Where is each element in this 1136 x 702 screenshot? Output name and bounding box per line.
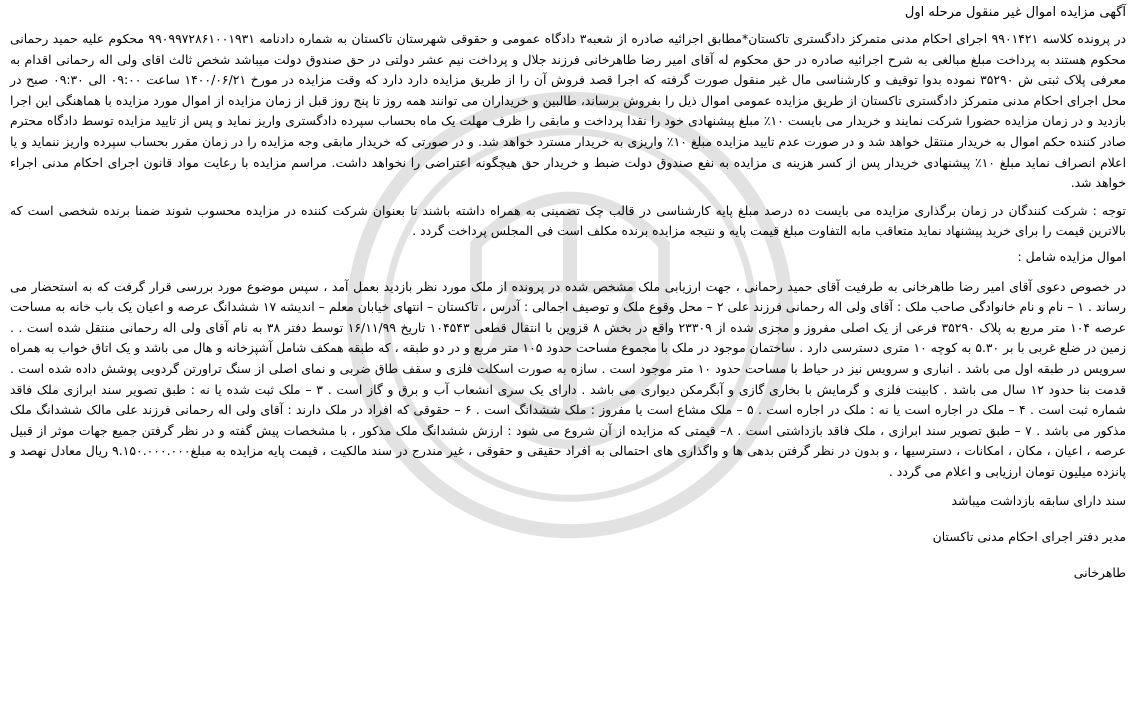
note-paragraph: توجه : شرکت کنندگان در زمان برگذاری مزایده می بایست ده درصد مبلغ پایه کارشناسی در قالب چک تضمینی به همراه داشته باشند تا بعنوان شرکت کننده در مزایده محسوب شوند ضمنا برنده شخصی است که بالاترین قیمت را برای خرید پیشنهاد نماید متعاقب مابه التفاوت مبلغ قیمت پایه و نتیجه مزایده برنده مکلف است فی المجلس پرداخت گردد . bbox=[10, 202, 1126, 239]
items-heading: اموال مزایده شامل : bbox=[1017, 248, 1126, 264]
signatory-office: مدیر دفتر اجرای احکام مدنی تاکستان bbox=[932, 529, 1126, 545]
notice-content bbox=[10, 4, 1126, 583]
seizure-record-line: سند دارای سابقه بازداشت میباشد bbox=[951, 493, 1126, 509]
items-paragraph: در خصوص دعوی آقای امیر رضا طاهرخانی به طرفیت آقای حمید رحمانی ، جهت ارزیابی ملک مشخص شده در پرونده از ملک مورد نظر بازدید بعمل آمد ، سپس موضوع مورد بررسی قرار گرفت که به استحضار می رساند . ۱ – نام و نام خانوادگی صاحب ملک : آقای ولی اله رحمانی فرزند علی ۲ – محل وقوع ملک و توصیف اجمالی : آدرس ، تاکستان – انتهای خیابان معلم – اندیشه ۱۷ ششدانگ عرصه و اعیان یک باب خانه به مساحت عرصه ۱۰۴ متر مربع به پلاک ۳۵۲۹۰ فرعی از یک اصلی مفروز و مجزی شده از ۲۳۳۰۹ واقع در بخش ۸ قزوین با انتقال قطعی ۱۰۴۵۴۳ تاریخ ۱۶/۱۱/۹۹ توسط دفتر ۳۸ به نام آقای ولی اله رحمانی منتقل شده است . . زمین در ضلع غربی با بر ۵.۳۰ به کوچه ۱۰ متری دسترسی دارد . ساختمان موجود در ملک با مجموع مساحت حدود ۱۰۵ متر مربع و در دو طبقه ، که طبقه همکف شامل آشپزخانه و هال می باشد و یک اتاق خواب به همراه سرویس در طبقه اول می باشد . انباری و سرویس نیز در حیاط با مساحت حدود ۱۰ متر موجود است . سازه به صورت اسکلت فلزی و سقف طاق ضربی و نمای اصلی از سنگ تراورتن گردویی پوشش داده شده است . قدمت بنا حدود ۱۲ سال می باشد . کابینت فلزی و گرمایش با بخاری گازی و آبگرمکن دیواری می باشد . دارای یک سری انشعاب آب و برق و گاز است . ۳ – ملک ثبت شده یا نه : طبق تصویر سند ابرازی ملک فاقد شماره ثبت است . ۴ – ملک در اجاره است یا نه : ملک در اجاره است . ۵ – ملک مشاع است یا مفروز : ملک ششدانگ است . ۶ – حقوقی که افراد در ملک دارند : آقای ولی اله رحمانی فرزند علی مالک ششدانگ ملک مذکور می باشد . ۷ – طبق تصویر سند ابرازی ، ملک فاقد بازداشتی است . ۸– قیمتی که مزایده از آن شروع می شود : ارزش ششدانگ ملک مذکور ، با مشخصات پیش گفته و در نظر گرفتن جمیع جهات موثر از قبیل عرصه ، اعیان ، مکان ، امکانات ، دسترسیها ، و بدون در نظر گرفتن بدهی ها و واگذاری های احتمالی به افراد حقیقی و حقوقی ، غیر مندرج در سند مالکیت ، قیمت پایه مزایده به مبلغ۹.۱۵۰.۰۰۰.۰۰۰ ریال معادل نهصد و پانزده میلیون تومان ارزیابی و اعلام می گردد . bbox=[10, 278, 1126, 479]
notice-title: آگهی مزایده اموال غیر منقول مرحله اول bbox=[904, 5, 1126, 20]
main-paragraph: در پرونده کلاسه ۹۹۰۱۴۲۱ اجرای احکام مدنی متمرکز دادگستری تاکستان*مطابق اجرائیه صادره از شعبه۳ دادگاه عمومی و حقوقی شهرستان تاکستان به شماره دادنامه ۹۹۰۹۹۷۲۸۶۱۰۰۱۹۳۱ محکوم علیه حمید رحمانی محکوم هستند به پرداخت مبلغ مبالغی به شرح اجرائیه صادره در حق محکوم له آقای امیر رضا طاهرخانی فرزند جلال و پرداخت نیم عشر دولتی در حق صندوق دولت میباشد شخص ثالث اقای ولی اله رحمانی اقدام به معرفی پلاک ثبتی ش ۳۵۲۹۰ نموده بدوا توقیف و کارشناسی مال غیر منقول صورت گرفته که اجرا قصد فروش آن را از طریق مزایده دارد دارد که وقت مزایده در مورخ ۱۴۰۰/۰۶/۲۱ ساعت ۰۹:۰۰ الی ۰۹:۳۰ صبح در محل اجرای احکام مدنی متمرکز دادگستری تاکستان از طریق مزایده عمومی اموال ذیل را بفروش برساند، طالبین و خریداران می توانند همه روز تا پنج روز قبل از زمان مزایده از اموال مورد مزایده با هماهنگی این اجرا بازدید و در زمان مزایده حضورا شرکت نمایند و خریدار می بایست ۱۰٪ مبلغ پیشنهادی خود را نقدا پرداخت و مابقی را ظرف مهلت یک ماه بحساب سپرده دادگستری واریز نماید و پس از تایید مزایده توسط دادگاه محترم صادر کننده حکم اموال به خریدار منتقل خواهد شد و در صورت عدم تایید مزایده مبلغ ۱۰٪ واریزی به خریدار مسترد خواهد شد. و در صورتی که خریدار مابقی وجه مزایده را در زمان مقرر بحساب سپرده واریز ننماید و یا اعلام انصراف نماید مبلغ ۱۰٪ پیشنهادی خریدار پس از کسر هزینه ی مزایده به نفع صندوق دولت ضبط و خریدار حق هیچگونه اعتراضی را نخواهد داشت. مراسم مزایده با رعایت مواد قانون اجرای احکام مدنی اجراء خواهد شد. bbox=[10, 31, 1127, 191]
signatory-name: طاهرخانی bbox=[1073, 565, 1126, 581]
